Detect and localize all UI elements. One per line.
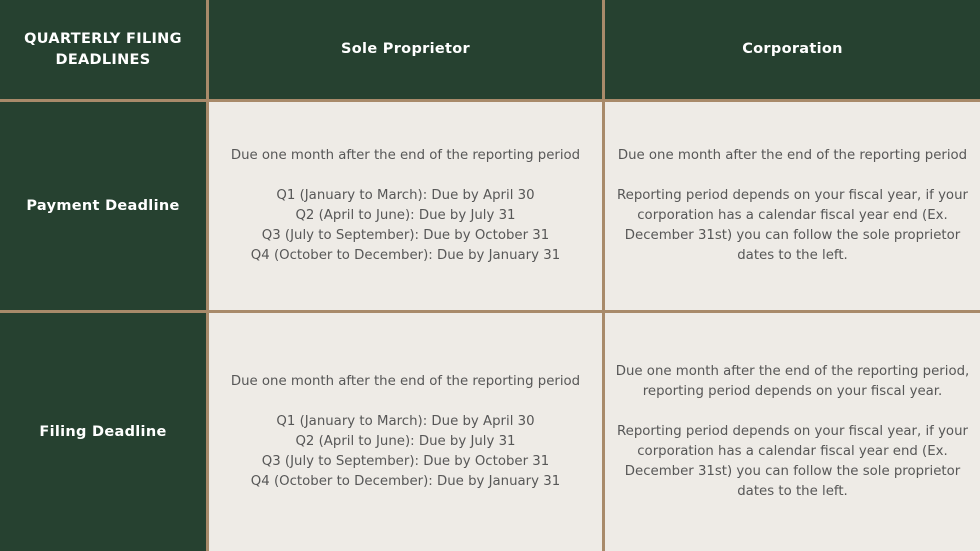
cell-paragraph-1: Due one month after the end of the reporting period xyxy=(617,148,968,163)
column-header-label: Corporation xyxy=(742,41,843,57)
quarter-q4: Q4 (October to December): Due by January 31 xyxy=(250,248,561,263)
column-header-label: Sole Proprietor xyxy=(341,41,470,57)
quarter-q2: Q2 (April to June): Due by July 31 xyxy=(295,208,516,223)
row-header-label: Filing Deadline xyxy=(39,423,167,440)
cell-paragraph-1: Due one month after the end of the reporting period, reporting period depends on your fiscal year. xyxy=(615,364,970,399)
filing-sole-proprietor-cell xyxy=(209,313,602,551)
quarter-q1: Q1 (January to March): Due by April 30 xyxy=(276,188,535,203)
corner-heading-line2: DEADLINES xyxy=(55,51,151,68)
quarter-q3: Q3 (July to September): Due by October 31 xyxy=(261,228,550,243)
filing-corporation-cell xyxy=(605,313,980,551)
cell-paragraph-2: Reporting period depends on your fiscal year, if your corporation has a calendar fiscal year end (Ex. December 31st) you can follow the sole proprietor dates to the left. xyxy=(617,424,968,499)
column-header-sole-proprietor xyxy=(209,0,602,99)
row-header-label: Payment Deadline xyxy=(26,197,180,214)
quarter-q1: Q1 (January to March): Due by April 30 xyxy=(276,414,535,429)
corner-heading-line1: QUARTERLY FILING xyxy=(24,30,182,47)
table-corner-heading xyxy=(0,0,206,99)
cell-intro-text: Due one month after the end of the reporting period xyxy=(230,374,581,389)
quarter-q2: Q2 (April to June): Due by July 31 xyxy=(295,434,516,449)
column-header-corporation xyxy=(605,0,980,99)
payment-sole-proprietor-cell xyxy=(209,102,602,310)
payment-corporation-cell xyxy=(605,102,980,310)
quarter-q3: Q3 (July to September): Due by October 31 xyxy=(261,454,550,469)
cell-paragraph-2: Reporting period depends on your fiscal year, if your corporation has a calendar fiscal year end (Ex. December 31st) you can follow the sole proprietor dates to the left. xyxy=(617,188,968,263)
row-header-payment-deadline xyxy=(0,102,206,310)
quarter-q4: Q4 (October to December): Due by January 31 xyxy=(250,474,561,489)
row-header-filing-deadline xyxy=(0,313,206,551)
cell-intro-text: Due one month after the end of the reporting period xyxy=(230,148,581,163)
